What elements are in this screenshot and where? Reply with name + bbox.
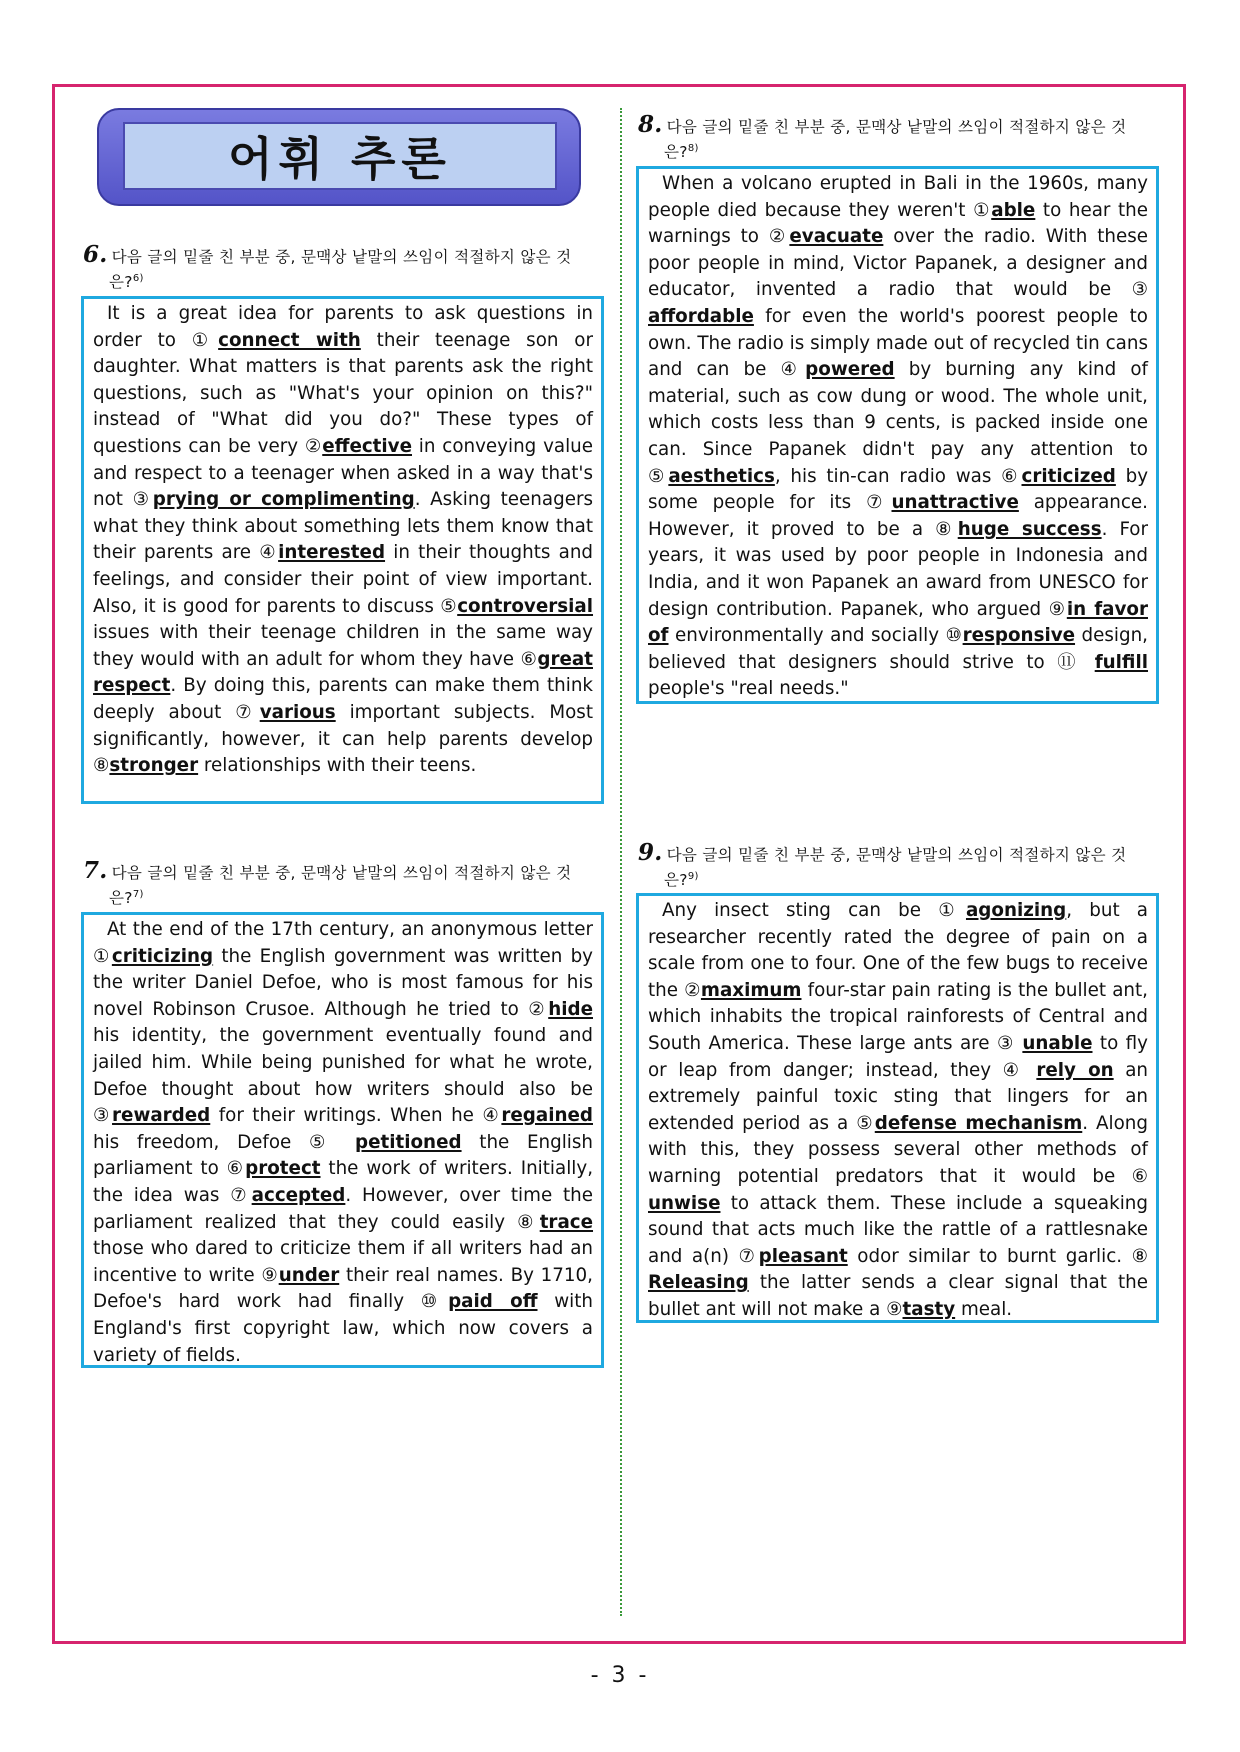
underlined-term: unattractive bbox=[891, 492, 1019, 514]
underlined-term: criticized bbox=[1021, 465, 1116, 487]
underlined-term: evacuate bbox=[789, 226, 884, 248]
underlined-term: pleasant bbox=[758, 1245, 848, 1267]
question-prompt: 다음 글의 밑줄 친 부분 중, 문맥상 낱말의 쓰임이 적절하지 않은 것 bbox=[111, 864, 572, 882]
underlined-term: effective bbox=[322, 435, 412, 457]
underlined-term: trace bbox=[539, 1211, 594, 1233]
underlined-term: stronger bbox=[109, 755, 199, 777]
underlined-term: affordable bbox=[648, 305, 754, 327]
footnote-ref: 8) bbox=[687, 143, 699, 154]
section-title: 어휘 추론 bbox=[123, 122, 557, 190]
underlined-term: maximum bbox=[700, 979, 802, 1001]
underlined-term: powered bbox=[805, 359, 895, 381]
passage-text: by some people for its bbox=[648, 465, 1149, 514]
passage-text: in their thoughts and feelings, and consider their point of view important. Also, it is good for parents to discuss bbox=[93, 542, 594, 617]
question-6-header bbox=[83, 241, 603, 293]
question-6-passage bbox=[81, 296, 604, 804]
passage-text: At the end of the 17th century, an anonymous letter bbox=[107, 919, 593, 940]
passage-text: ⑦ bbox=[738, 1245, 759, 1267]
passage-text: ⑤ bbox=[440, 595, 458, 617]
passage-text: ⑥ bbox=[1001, 465, 1022, 487]
passage-text: ⑥ bbox=[520, 648, 538, 670]
passage-text: , his tin-can radio was bbox=[774, 465, 1002, 487]
column-divider bbox=[620, 108, 622, 1616]
passage-text: for their writings. When he bbox=[210, 1105, 483, 1127]
passage-text: ⑥ bbox=[226, 1158, 246, 1180]
passage-text: ⑤ bbox=[648, 465, 669, 487]
passage-text: . Asking teenagers what they think about something lets them know that their parents are bbox=[93, 489, 593, 564]
passage-text: meal. bbox=[955, 1298, 1013, 1320]
passage-text: ① bbox=[973, 199, 992, 221]
passage-text: ① bbox=[191, 329, 219, 351]
passage-text: the English government was written by the writer Daniel Defoe, who is most famous for his novel Robinson Crusoe. Although he tried to bbox=[93, 945, 593, 1020]
question-8-header bbox=[638, 111, 1158, 163]
passage-text: ⑨ bbox=[886, 1298, 903, 1320]
passage-text: ⑩ bbox=[420, 1291, 449, 1313]
passage-text: to fly or leap from danger; instead, they bbox=[648, 1032, 1149, 1081]
passage-text: issues with their teenage children in the same way they would with an adult for whom they have bbox=[93, 622, 593, 670]
passage-text: people's "real needs." bbox=[648, 678, 849, 700]
passage-text: ② bbox=[528, 998, 549, 1020]
passage-text: design, believed that designers should strive to bbox=[648, 625, 1148, 673]
passage-text: ⑪ bbox=[1057, 651, 1095, 673]
passage-text: by burning any kind of material, such as cow dung or wood. The whole unit, which costs less than 9 cents, is packed inside one can. Since Papanek didn't pay any attention to bbox=[648, 359, 1148, 460]
underlined-term: accepted bbox=[251, 1184, 346, 1206]
underlined-term: defense mechanism bbox=[874, 1112, 1083, 1134]
passage-text: ② bbox=[768, 226, 790, 248]
passage-text: his identity, the government eventually found and jailed him. While being punished for what he wrote, Defoe thought about how writers should also be bbox=[93, 1025, 593, 1100]
passage-text: ③ bbox=[132, 489, 153, 511]
underlined-term: aesthetics bbox=[668, 465, 775, 487]
underlined-term: responsive bbox=[962, 625, 1076, 647]
question-prompt-end: 은? bbox=[109, 273, 133, 292]
passage-text: ③ bbox=[93, 1105, 113, 1127]
underlined-term: petitioned bbox=[355, 1131, 462, 1153]
underlined-term: rewarded bbox=[112, 1105, 211, 1127]
underlined-term: able bbox=[991, 199, 1036, 221]
passage-text: ⑩ bbox=[945, 625, 963, 647]
passage-text: over the radio. With these poor people in mind, Victor Papanek, a designer and educator, invented a radio that would be bbox=[648, 226, 1148, 301]
underlined-term: great respect bbox=[93, 648, 593, 697]
passage-text: their real names. By 1710, Defoe's hard work had finally bbox=[93, 1264, 593, 1313]
passage-text: . Along with this, they possess several other methods of warning potential predators that it would be bbox=[648, 1112, 1148, 1187]
question-prompt-end: 은? bbox=[664, 871, 688, 890]
passage-text: environmentally and socially bbox=[668, 625, 946, 647]
section-title-banner bbox=[97, 108, 581, 206]
passage-text: ⑧ bbox=[935, 518, 958, 540]
passage-text: in conveying value and respect to a teenager when asked in a way that's not bbox=[93, 435, 594, 511]
passage-text: an extremely painful toxic sting that lingers for an extended period as a bbox=[648, 1059, 1148, 1134]
passage-text: ③ bbox=[996, 1032, 1023, 1054]
underlined-term: huge success bbox=[957, 518, 1102, 540]
passage-text: ④ bbox=[780, 359, 806, 381]
underlined-term: interested bbox=[278, 542, 386, 564]
footnote-ref: 6) bbox=[132, 273, 144, 284]
question-7-header bbox=[83, 857, 603, 909]
question-number: 9. bbox=[638, 839, 663, 866]
underlined-term: rely on bbox=[1036, 1059, 1114, 1081]
underlined-term: various bbox=[259, 701, 336, 723]
question-7-passage bbox=[81, 912, 604, 1368]
passage-text: odor similar to burnt garlic. bbox=[847, 1245, 1132, 1267]
passage-text: their teenage son or daughter. What matters is that parents ask the right questions, such as "What's your opinion on this?" instead of "What did you do?" These types of questions can be very bbox=[93, 329, 593, 457]
passage-text: the work of writers. Initially, the idea was bbox=[93, 1158, 593, 1206]
passage-text: to hear the warnings to bbox=[648, 199, 1148, 248]
passage-text: ⑧ bbox=[93, 755, 110, 777]
underlined-term: paid off bbox=[448, 1291, 538, 1313]
passage-text: ③ bbox=[1131, 279, 1148, 301]
passage-text: ⑦ bbox=[230, 1184, 252, 1206]
passage-text: ⑧ bbox=[517, 1211, 540, 1233]
underlined-term: connect with bbox=[218, 329, 361, 351]
underlined-term: under bbox=[278, 1264, 340, 1286]
question-prompt: 다음 글의 밑줄 친 부분 중, 문맥상 낱말의 쓰임이 적절하지 않은 것 bbox=[666, 118, 1127, 136]
underlined-term: hide bbox=[548, 998, 593, 1020]
passage-text: ① bbox=[938, 900, 966, 921]
passage-text: ④ bbox=[1002, 1059, 1037, 1081]
passage-text: ⑤ bbox=[856, 1112, 875, 1134]
passage-text: appearance. However, it proved to be a bbox=[648, 492, 1148, 540]
passage-text: relationships with their teens. bbox=[198, 755, 477, 777]
passage-text: the English parliament to bbox=[93, 1131, 594, 1180]
passage-text: ④ bbox=[259, 542, 279, 564]
underlined-term: in favor of bbox=[648, 598, 1148, 647]
passage-text: four-star pain rating is the bullet ant, which inhabits the tropical rainforests of Central and South America. These large ants are bbox=[648, 979, 1148, 1054]
question-8-passage bbox=[636, 166, 1159, 704]
underlined-term: criticizing bbox=[111, 945, 214, 967]
passage-text: ⑧ bbox=[1131, 1245, 1149, 1267]
underlined-term: regained bbox=[501, 1105, 593, 1127]
passage-text: ⑦ bbox=[235, 701, 260, 723]
passage-text: with England's first copyright law, which now covers a variety of fields. bbox=[93, 1291, 593, 1366]
footnote-ref: 9) bbox=[687, 871, 699, 882]
passage-text: When a volcano erupted in Bali in the 1960s, many people died because they weren't bbox=[648, 173, 1148, 221]
question-number: 7. bbox=[83, 857, 108, 884]
passage-text: . However, over time the parliament realized that they could easily bbox=[93, 1184, 594, 1233]
passage-text: ⑨ bbox=[261, 1264, 279, 1286]
passage-text: ② bbox=[304, 435, 323, 457]
question-prompt: 다음 글의 밑줄 친 부분 중, 문맥상 낱말의 쓰임이 적절하지 않은 것 bbox=[666, 846, 1127, 864]
passage-text: ⑨ bbox=[1048, 598, 1067, 620]
passage-text: ⑥ bbox=[1131, 1165, 1148, 1187]
underlined-term: protect bbox=[245, 1158, 321, 1180]
underlined-term: unwise bbox=[648, 1192, 721, 1214]
underlined-term: agonizing bbox=[965, 900, 1067, 921]
passage-text: ⑦ bbox=[866, 492, 892, 514]
passage-text: the latter sends a clear signal that the bullet ant will not make a bbox=[648, 1272, 1148, 1320]
passage-text: his freedom, Defoe bbox=[93, 1131, 309, 1153]
question-prompt-end: 은? bbox=[664, 143, 688, 162]
question-prompt: 다음 글의 밑줄 친 부분 중, 문맥상 낱말의 쓰임이 적절하지 않은 것 bbox=[111, 248, 572, 266]
underlined-term: tasty bbox=[902, 1298, 956, 1320]
page-number: - 3 - bbox=[590, 1663, 650, 1688]
passage-text: those who dared to criticize them if all writers had an incentive to write bbox=[93, 1238, 593, 1286]
underlined-term: prying or complimenting bbox=[152, 489, 415, 511]
underlined-term: fulfill bbox=[1094, 651, 1149, 673]
question-number: 8. bbox=[638, 111, 663, 138]
passage-text: . For years, it was used by poor people in Indonesia and India, and it won Papanek an award from UNESCO for design contribution. Papanek, who argued bbox=[648, 518, 1149, 620]
question-9-passage bbox=[636, 893, 1159, 1323]
passage-text: . By doing this, parents can make them think deeply about bbox=[93, 675, 593, 723]
passage-text: to attack them. These include a squeaking sound that acts much like the rattle of a rattlesnake and a(n) bbox=[648, 1192, 1148, 1267]
question-9-header bbox=[638, 839, 1158, 891]
passage-text: ② bbox=[684, 979, 701, 1001]
passage-text: Any insect sting can be bbox=[662, 900, 939, 921]
underlined-term: Releasing bbox=[648, 1272, 749, 1294]
passage-text: , but a researcher recently rated the degree of pain on a scale from one to four. One of the few bugs to receive the bbox=[648, 900, 1149, 1001]
passage-text: ⑤ bbox=[308, 1131, 355, 1153]
passage-text: ① bbox=[93, 945, 112, 967]
question-number: 6. bbox=[83, 241, 108, 268]
passage-text: ④ bbox=[482, 1105, 502, 1127]
passage-text: It is a great idea for parents to ask questions in order to bbox=[93, 303, 593, 351]
passage-text: important subjects. Most significantly, however, it can help parents develop bbox=[93, 701, 593, 750]
underlined-term: controversial bbox=[457, 595, 594, 617]
question-prompt-end: 은? bbox=[109, 889, 133, 908]
passage-text: for even the world's poorest people to own. The radio is simply made out of recycled tin cans and can be bbox=[648, 305, 1148, 381]
underlined-term: unable bbox=[1022, 1032, 1093, 1054]
footnote-ref: 7) bbox=[132, 889, 144, 900]
